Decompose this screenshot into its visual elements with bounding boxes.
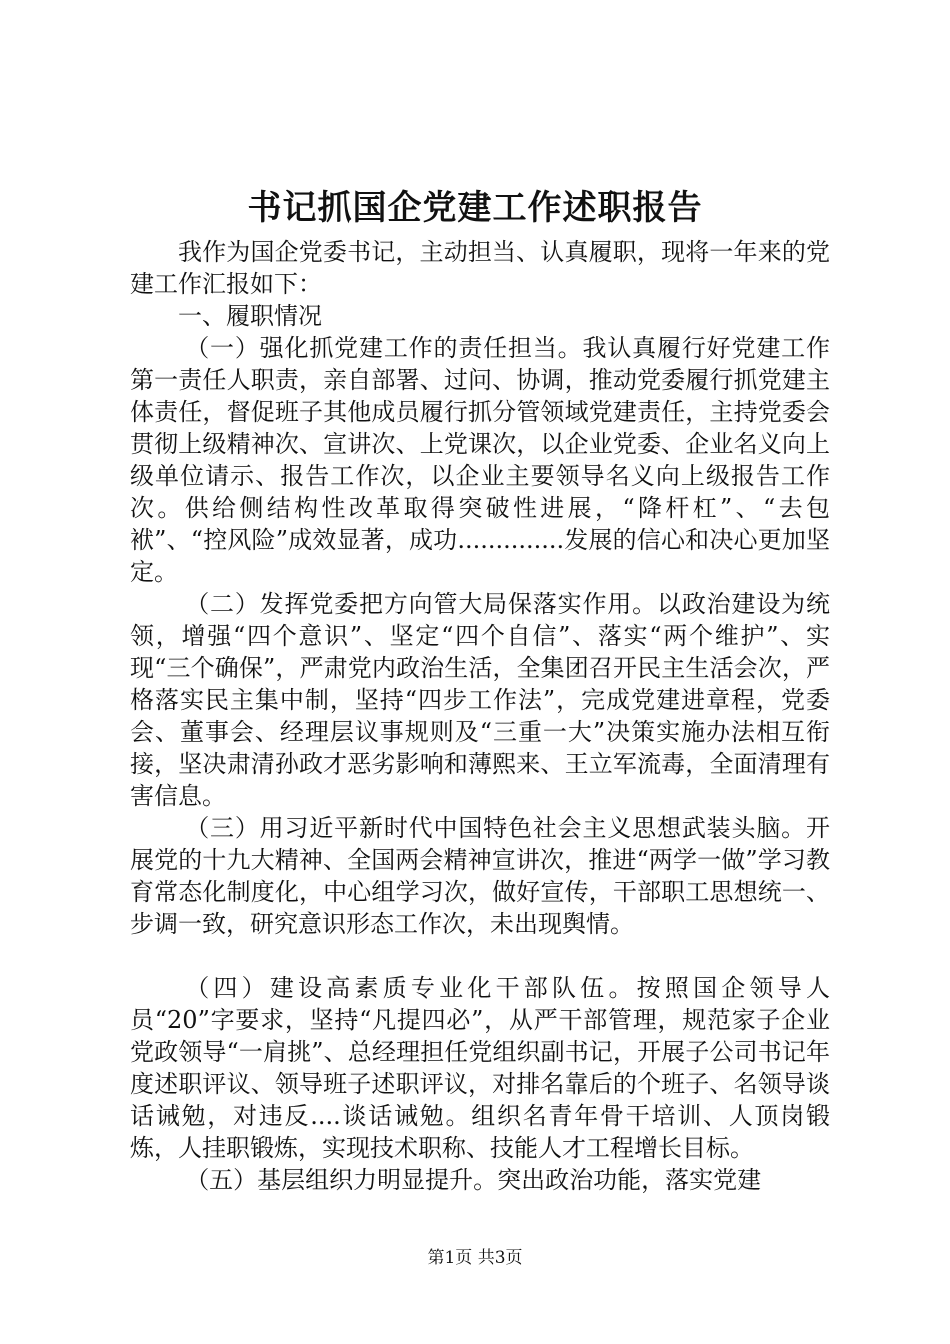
paragraph-party-committee-role: （二）发挥党委把方向管大局保落实作用。以政治建设为统领，增强“四个意识”、坚定“四个自信”、落实“两个维护”、实现“三个确保”，严肃党内政治生活，全集团召开民主生活会次，严格落实民主集中制，坚持“四步工作法”，完成党建进章程，党委会、董事会、经理层议事规则及“三重一大”决策实施办法相互衔接，坚决肃清孙政才恶劣影响和薄熙来、王立军流毒，全面清理有害信息。 <box>130 590 830 810</box>
paragraph-responsibility: （一）强化抓党建工作的责任担当。我认真履行好党建工作第一责任人职责，亲自部署、过问、协调，推动党委履行抓党建主体责任，督促班子其他成员履行抓分管领域党建责任，主持党委会贯彻上级精神次、宣讲次、上党课次，以企业党委、企业名义向上级单位请示、报告工作次，以企业主要领导名义向上级报告工作次。供给侧结构性改革取得突破性进展，“降杆杠”、“去包袱”、“控风险”成效显著，成功..............发展的信心和决心更加坚定。 <box>130 334 830 586</box>
document-body <box>130 236 830 1196</box>
paragraph-grassroots: （五）基层组织力明显提升。突出政治功能，落实党建 <box>185 1166 762 1194</box>
paragraph-ideology: （三）用习近平新时代中国特色社会主义思想武装头脑。开展党的十九大精神、全国两会精神宣讲次，推进“两学一做”学习教育常态化制度化，中心组学习次，做好宣传，干部职工思想统一、步调一致，研究意识形态工作次，未出现舆情。 <box>130 814 830 938</box>
paragraph-cadre-team: （四）建设高素质专业化干部队伍。按照国企领导人员“20”字要求，坚持“凡提四必”，从严干部管理，规范家子企业党政领导“一肩挑”、总经理担任党组织副书记，开展子公司书记年度述职评议、领导班子述职评议，对排名靠后的个班子、名领导谈话诫勉，对违反....谈话诫勉。组织名青年骨干培训、人顶岗锻炼，人挂职锻炼，实现技术职称、技能人才工程增长目标。 <box>130 974 830 1162</box>
intro-paragraph: 我作为国企党委书记，主动担当、认真履职，现将一年来的党建工作汇报如下： <box>130 238 830 298</box>
paragraph-gap <box>130 940 830 972</box>
section-heading: 一、履职情况 <box>178 302 322 330</box>
page-footer: 第1页 共3页 <box>427 1248 523 1268</box>
document-title: 书记抓国企党建工作述职报告 <box>247 188 703 228</box>
